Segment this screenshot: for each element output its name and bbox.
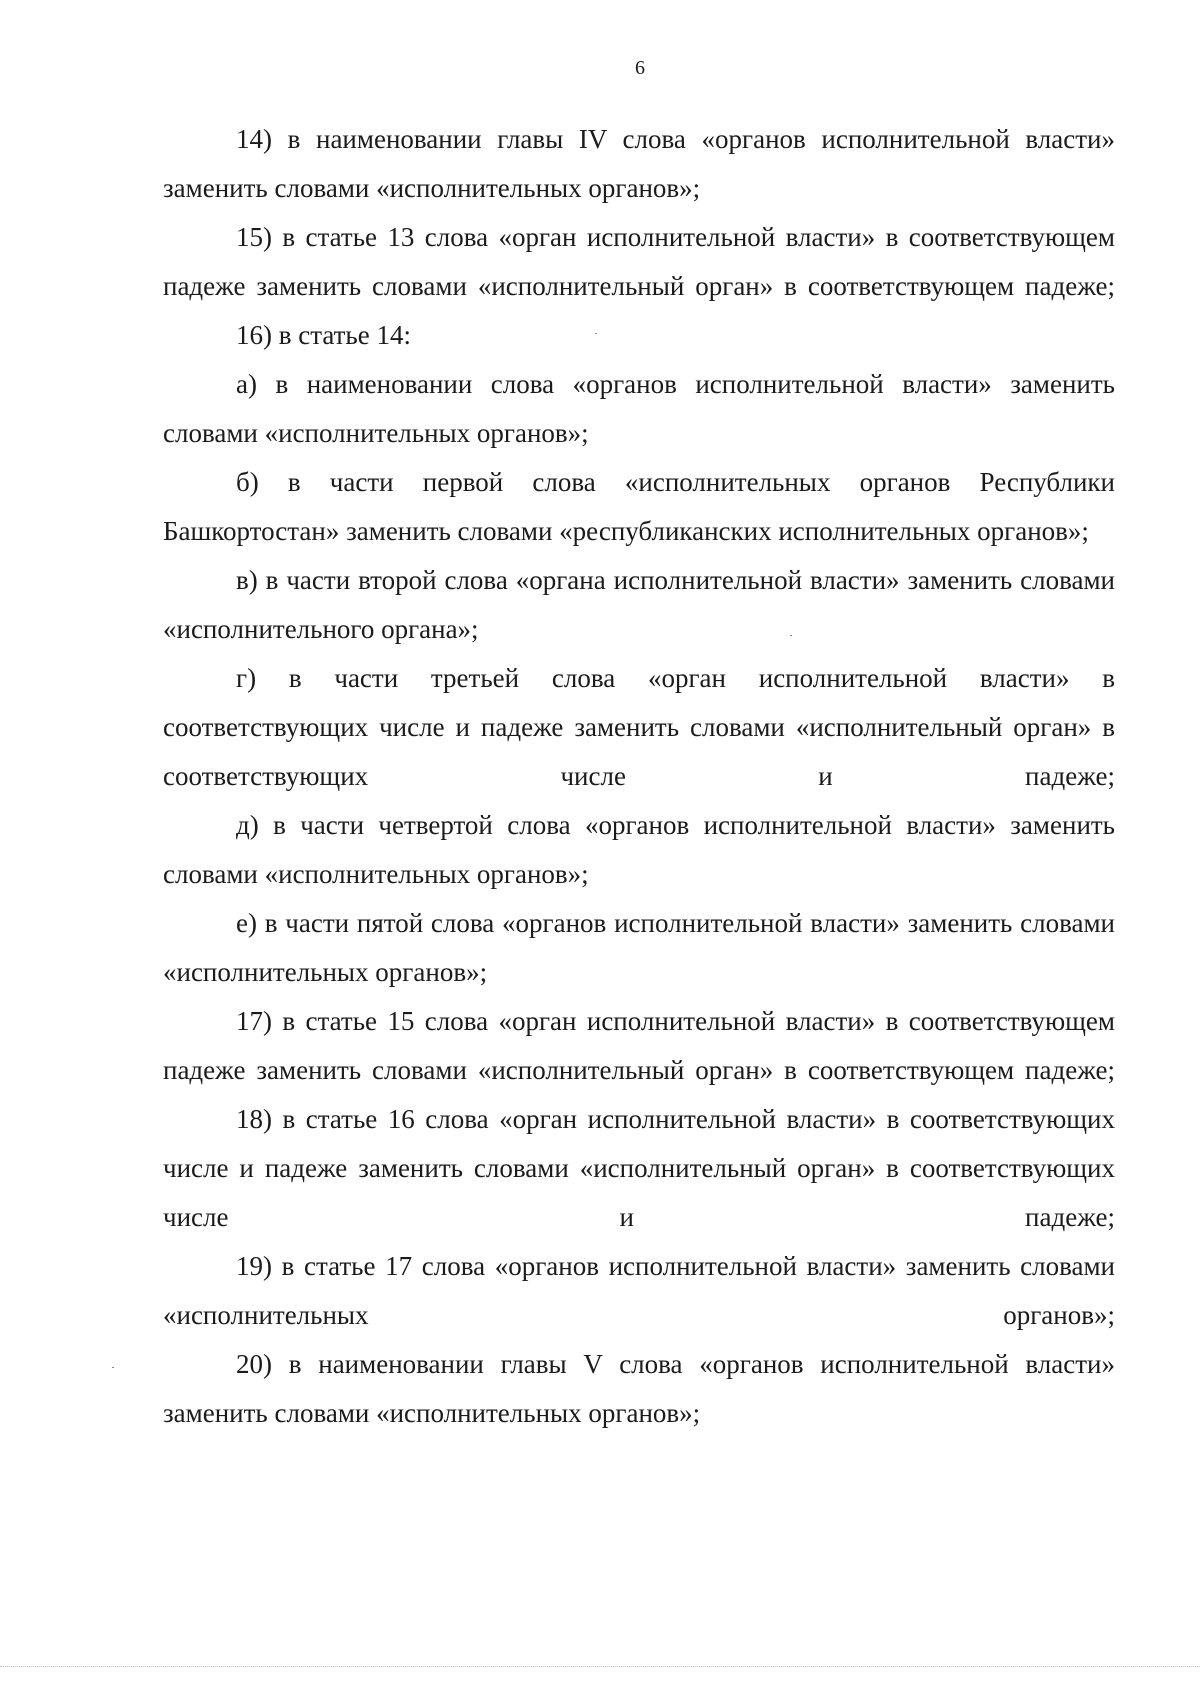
scan-edge-line <box>0 1666 1200 1667</box>
scan-speck <box>790 635 792 636</box>
paragraph-item-16: 16) в статье 14: <box>236 320 411 350</box>
paragraph-item-16a: а) в наименовании слова «органов исполнительной власти» заменить словами «исполнительных органов»; <box>163 369 1115 448</box>
paragraph-item-14: 14) в наименовании главы IV слова «органов исполнительной власти» заменить словами «исполнительных органов»; <box>163 124 1115 203</box>
paragraph-item-17: 17) в статье 15 слова «орган исполнительной власти» в соответствующем падеже заменить словами «исполнительный орган» в соответствующем падеже; <box>163 1006 1115 1085</box>
paragraph-item-18: 18) в статье 16 слова «орган исполнительной власти» в соответствующих числе и падеже заменить словами «исполнительный орган» в соответствующих числе и падеже; <box>163 1104 1115 1232</box>
paragraph-item-16v: в) в части второй слова «органа исполнительной власти» заменить словами «исполнительного органа»; <box>163 565 1115 644</box>
paragraph-item-16g: г) в части третьей слова «орган исполнительной власти» в соответствующих числе и падеже заменить словами «исполнительный орган» в соответствующих числе и падеже; <box>163 663 1115 791</box>
paragraph-item-16e: е) в части пятой слова «органов исполнительной власти» заменить словами «исполнительных органов»; <box>163 908 1115 987</box>
page-number: 6 <box>635 57 645 79</box>
paragraph-item-16b: б) в части первой слова «исполнительных органов Республики Башкортостан» заменить словами «республиканских исполнительных органов»; <box>163 467 1115 546</box>
paragraph-item-19: 19) в статье 17 слова «органов исполнительной власти» заменить словами «исполнительных органов»; <box>163 1251 1115 1330</box>
document-body <box>163 115 1115 1438</box>
paragraph-item-16d: д) в части четвертой слова «органов исполнительной власти» заменить словами «исполнительных органов»; <box>163 810 1115 889</box>
paragraph-item-15: 15) в статье 13 слова «орган исполнительной власти» в соответствующем падеже заменить словами «исполнительный орган» в соответствующем падеже; <box>163 222 1115 301</box>
scan-speck <box>595 333 597 334</box>
paragraph-item-20: 20) в наименовании главы V слова «органов исполнительной власти» заменить словами «исполнительных органов»; <box>163 1349 1115 1428</box>
scan-speck <box>112 1367 114 1368</box>
